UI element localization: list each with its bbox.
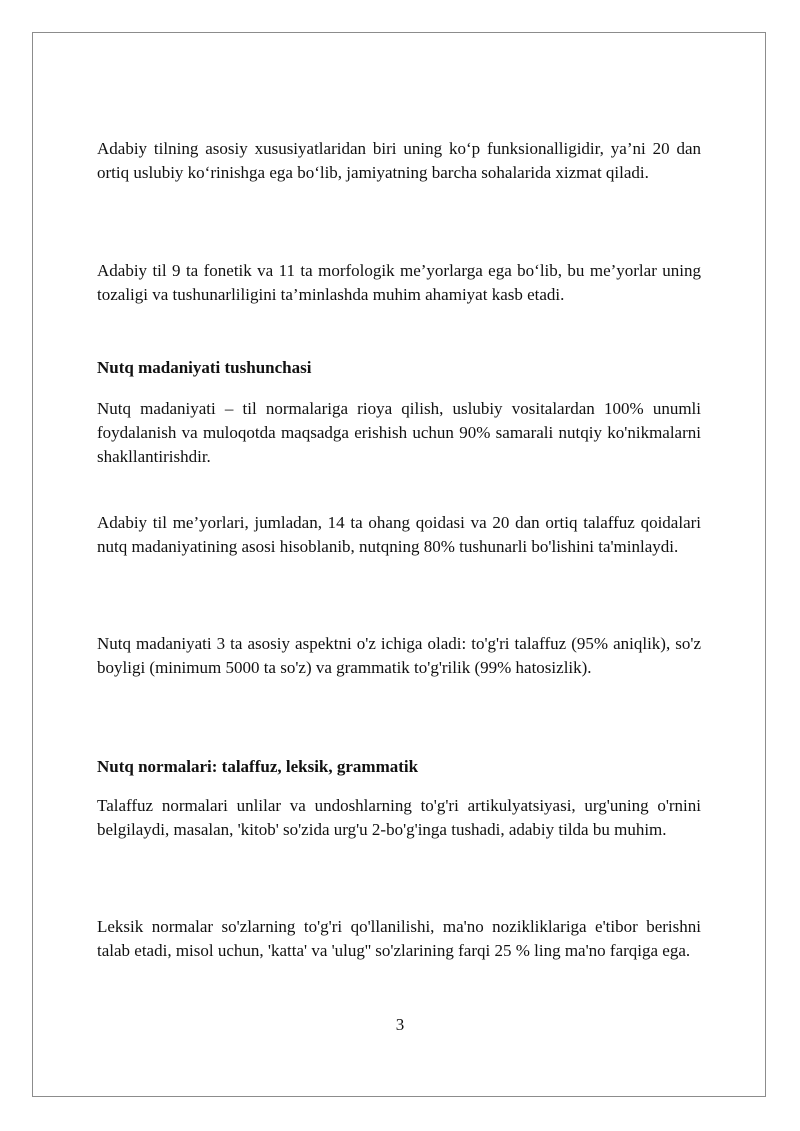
paragraph: Adabiy til me’yorlari, jumladan, 14 ta ohang qoidasi va 20 dan ortiq talaffuz qoidalari nutq madaniyatining asosi hisoblanib, nutqning 80% tushunarli bo'lishini ta'minlaydi.	[97, 513, 701, 556]
paragraph: Adabiy til 9 ta fonetik va 11 ta morfologik me’yorlarga ega bo‘lib, bu me’yorlar uning tozaligi va tushunarliligini ta’minlashda muhim ahamiyat kasb etadi.	[97, 261, 701, 304]
page-number: 3	[395, 1015, 405, 1034]
section-heading: Nutq normalari: talaffuz, leksik, grammatik	[97, 757, 419, 776]
paragraph: Nutq madaniyati – til normalariga rioya qilish, uslubiy vositalardan 100% unumli foydalanish va muloqotda maqsadga erishish uchun 90% samarali nutqiy ko'nikmalarni shakllantirishdir.	[97, 399, 701, 466]
paragraph: Talaffuz normalari unlilar va undoshlarning to'g'ri artikulyatsiyasi, urg'uning o'rnini belgilaydi, masalan, 'kitob' so'zida urg'u 2-bo'g'inga tushadi, adabiy tilda bu muhim.	[97, 796, 701, 839]
paragraph: Adabiy tilning asosiy xususiyatlaridan biri uning ko‘p funksionalligidir, ya’ni 20 dan ortiq uslubiy ko‘rinishga ega bo‘lib, jamiyatning barcha sohalarida xizmat qiladi.	[97, 139, 701, 182]
paragraph: Leksik normalar so'zlarning to'g'ri qo'llanilishi, ma'no nozikliklariga e'tibor berishni talab etadi, misol uchun, 'katta' va 'ulug'' so'zlarining farqi 25 % ling ma'no farqiga ega.	[97, 917, 701, 960]
section-heading: Nutq madaniyati tushunchasi	[97, 358, 312, 377]
paragraph: Nutq madaniyati 3 ta asosiy aspektni o'z ichiga oladi: to'g'ri talaffuz (95% aniqlik), so'z boyligi (minimum 5000 ta so'z) va grammatik to'g'rilik (99% hatosizlik).	[97, 634, 701, 677]
